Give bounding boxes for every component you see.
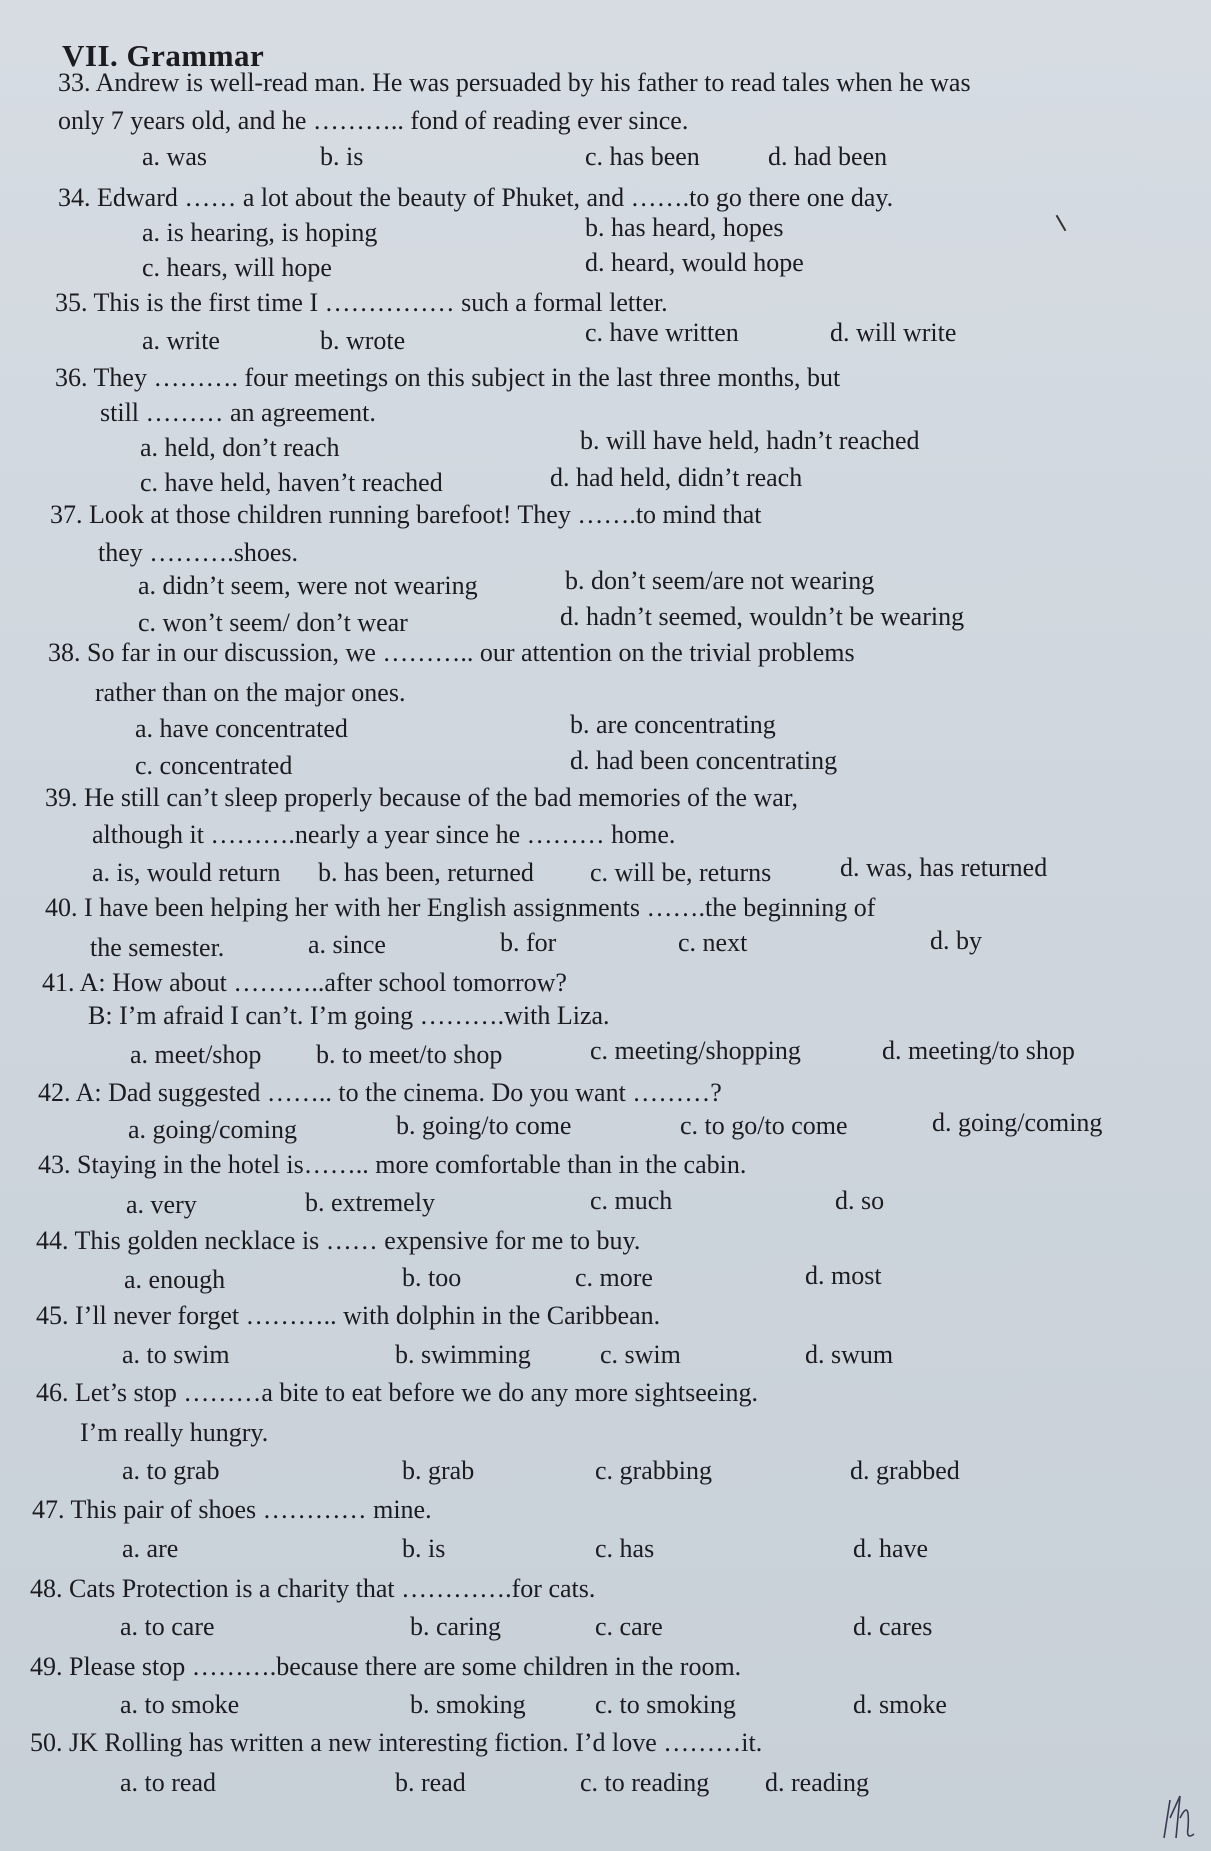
q42-option-b[interactable]: b. going/to come (396, 1111, 572, 1140)
q41-option-c[interactable]: c. meeting/shopping (590, 1036, 801, 1065)
q50-option-d[interactable]: d. reading (765, 1768, 869, 1797)
question-38-line-1: 38. So far in our discussion, we ……….. our attention on the trivial problems (48, 638, 855, 667)
question-33-line-1: 33. Andrew is well-read man. He was persuaded by his father to read tales when he was (58, 68, 971, 97)
question-49-line-1: 49. Please stop ……….because there are some children in the room. (30, 1652, 742, 1681)
q47-option-c[interactable]: c. has (595, 1534, 655, 1563)
q40-option-b[interactable]: b. for (500, 928, 557, 957)
question-38-line-2: rather than on the major ones. (95, 678, 406, 707)
q38-option-a[interactable]: a. have concentrated (135, 714, 348, 743)
q34-option-c[interactable]: c. hears, will hope (142, 253, 332, 282)
q44-option-d[interactable]: d. most (805, 1261, 882, 1290)
q39-option-d[interactable]: d. was, has returned (840, 853, 1048, 882)
q48-option-a[interactable]: a. to care (120, 1612, 215, 1641)
q46-option-b[interactable]: b. grab (402, 1456, 475, 1485)
q33-option-c[interactable]: c. has been (585, 142, 700, 171)
question-45-line-1: 45. I’ll never forget ……….. with dolphin in the Caribbean. (36, 1301, 661, 1330)
q47-option-a[interactable]: a. are (122, 1534, 179, 1563)
q33-option-d[interactable]: d. had been (768, 142, 888, 171)
q47-option-d[interactable]: d. have (853, 1534, 929, 1563)
question-33-line-2: only 7 years old, and he ……….. fond of reading ever since. (58, 106, 689, 135)
q49-option-a[interactable]: a. to smoke (120, 1690, 240, 1719)
q43-option-b[interactable]: b. extremely (305, 1188, 435, 1217)
q45-option-b[interactable]: b. swimming (395, 1340, 531, 1369)
q41-option-d[interactable]: d. meeting/to shop (882, 1036, 1075, 1065)
question-43-line-1: 43. Staying in the hotel is…….. more comfortable than in the cabin. (38, 1150, 747, 1179)
q49-option-d[interactable]: d. smoke (853, 1690, 947, 1719)
pen-mark (1056, 215, 1067, 232)
question-44-line-1: 44. This golden necklace is …… expensive for me to buy. (36, 1226, 641, 1255)
q49-option-b[interactable]: b. smoking (410, 1690, 526, 1719)
q39-option-b[interactable]: b. has been, returned (318, 858, 534, 887)
q42-option-c[interactable]: c. to go/to come (680, 1111, 848, 1140)
q48-option-d[interactable]: d. cares (853, 1612, 933, 1641)
q50-option-b[interactable]: b. read (395, 1768, 466, 1797)
q36-option-a[interactable]: a. held, don’t reach (140, 433, 340, 462)
q45-option-c[interactable]: c. swim (600, 1340, 681, 1369)
question-41-line-1: 41. A: How about ………..after school tomorrow? (42, 968, 567, 997)
q43-option-a[interactable]: a. very (126, 1190, 197, 1219)
q33-option-b[interactable]: b. is (320, 142, 364, 171)
q45-option-a[interactable]: a. to swim (122, 1340, 230, 1369)
q34-option-b[interactable]: b. has heard, hopes (585, 213, 784, 242)
q39-option-c[interactable]: c. will be, returns (590, 858, 772, 887)
q45-option-d[interactable]: d. swum (805, 1340, 894, 1369)
q37-option-c[interactable]: c. won’t seem/ don’t wear (138, 608, 408, 637)
question-36-line-1: 36. They ………. four meetings on this subject in the last three months, but (55, 363, 841, 392)
q46-option-d[interactable]: d. grabbed (850, 1456, 960, 1485)
question-39-line-1: 39. He still can’t sleep properly because of the bad memories of the war, (45, 783, 798, 812)
q35-option-b[interactable]: b. wrote (320, 326, 406, 355)
question-37-line-1: 37. Look at those children running barefoot! They …….to mind that (50, 500, 762, 529)
q49-option-c[interactable]: c. to smoking (595, 1690, 736, 1719)
q47-option-b[interactable]: b. is (402, 1534, 446, 1563)
q46-option-a[interactable]: a. to grab (122, 1456, 220, 1485)
q36-option-d[interactable]: d. had held, didn’t reach (550, 463, 803, 492)
q34-option-d[interactable]: d. heard, would hope (585, 248, 804, 277)
q37-option-a[interactable]: a. didn’t seem, were not wearing (138, 571, 478, 600)
q48-option-c[interactable]: c. care (595, 1612, 663, 1641)
q42-option-a[interactable]: a. going/coming (128, 1115, 297, 1144)
q38-option-b[interactable]: b. are concentrating (570, 710, 776, 739)
q43-option-c[interactable]: c. much (590, 1186, 673, 1215)
q42-option-d[interactable]: d. going/coming (932, 1108, 1103, 1137)
question-37-line-2: they ……….shoes. (98, 538, 299, 567)
q44-option-b[interactable]: b. too (402, 1263, 462, 1292)
question-50-line-1: 50. JK Rolling has written a new interesting fiction. I’d love ………it. (30, 1728, 763, 1757)
section-title: VII. Grammar (62, 38, 265, 73)
q36-option-c[interactable]: c. have held, haven’t reached (140, 468, 443, 497)
question-35-line-1: 35. This is the first time I …………… such a formal letter. (55, 288, 668, 317)
question-46-line-1: 46. Let’s stop ………a bite to eat before we do any more sightseeing. (36, 1378, 759, 1407)
handwritten-signature-icon (1160, 1788, 1200, 1844)
question-34-line-1: 34. Edward …… a lot about the beauty of Phuket, and …….to go there one day. (58, 183, 894, 212)
q46-option-c[interactable]: c. grabbing (595, 1456, 712, 1485)
q44-option-c[interactable]: c. more (575, 1263, 653, 1292)
q50-option-a[interactable]: a. to read (120, 1768, 217, 1797)
q38-option-c[interactable]: c. concentrated (135, 751, 293, 780)
q41-option-b[interactable]: b. to meet/to shop (316, 1040, 503, 1069)
q36-option-b[interactable]: b. will have held, hadn’t reached (580, 426, 920, 455)
q40-option-c[interactable]: c. next (678, 928, 748, 957)
question-40-line-2: the semester. (90, 933, 225, 962)
question-39-line-2: although it ……….nearly a year since he ……… home. (92, 820, 676, 849)
question-42-line-1: 42. A: Dad suggested …….. to the cinema. Do you want ………? (38, 1078, 722, 1107)
question-41-line-2: B: I’m afraid I can’t. I’m going ……….with Liza. (88, 1001, 610, 1030)
q43-option-d[interactable]: d. so (835, 1186, 885, 1215)
q38-option-d[interactable]: d. had been concentrating (570, 746, 838, 775)
q35-option-a[interactable]: a. write (142, 326, 220, 355)
question-36-line-2: still ……… an agreement. (100, 398, 376, 427)
question-48-line-1: 48. Cats Protection is a charity that ………….for cats. (30, 1574, 596, 1603)
q35-option-d[interactable]: d. will write (830, 318, 957, 347)
q48-option-b[interactable]: b. caring (410, 1612, 501, 1641)
q44-option-a[interactable]: a. enough (124, 1265, 226, 1294)
q50-option-c[interactable]: c. to reading (580, 1768, 710, 1797)
q40-option-d[interactable]: d. by (930, 926, 982, 955)
q37-option-d[interactable]: d. hadn’t seemed, wouldn’t be wearing (560, 602, 965, 631)
q34-option-a[interactable]: a. is hearing, is hoping (142, 218, 378, 247)
question-46-line-2: I’m really hungry. (80, 1418, 269, 1447)
q33-option-a[interactable]: a. was (142, 142, 207, 171)
question-40-line-1: 40. I have been helping her with her English assignments …….the beginning of (45, 893, 876, 922)
q39-option-a[interactable]: a. is, would return (92, 858, 281, 887)
question-47-line-1: 47. This pair of shoes ………… mine. (32, 1495, 432, 1524)
q35-option-c[interactable]: c. have written (585, 318, 739, 347)
q41-option-a[interactable]: a. meet/shop (130, 1040, 262, 1069)
q40-option-a[interactable]: a. since (308, 930, 386, 959)
q37-option-b[interactable]: b. don’t seem/are not wearing (565, 566, 875, 595)
